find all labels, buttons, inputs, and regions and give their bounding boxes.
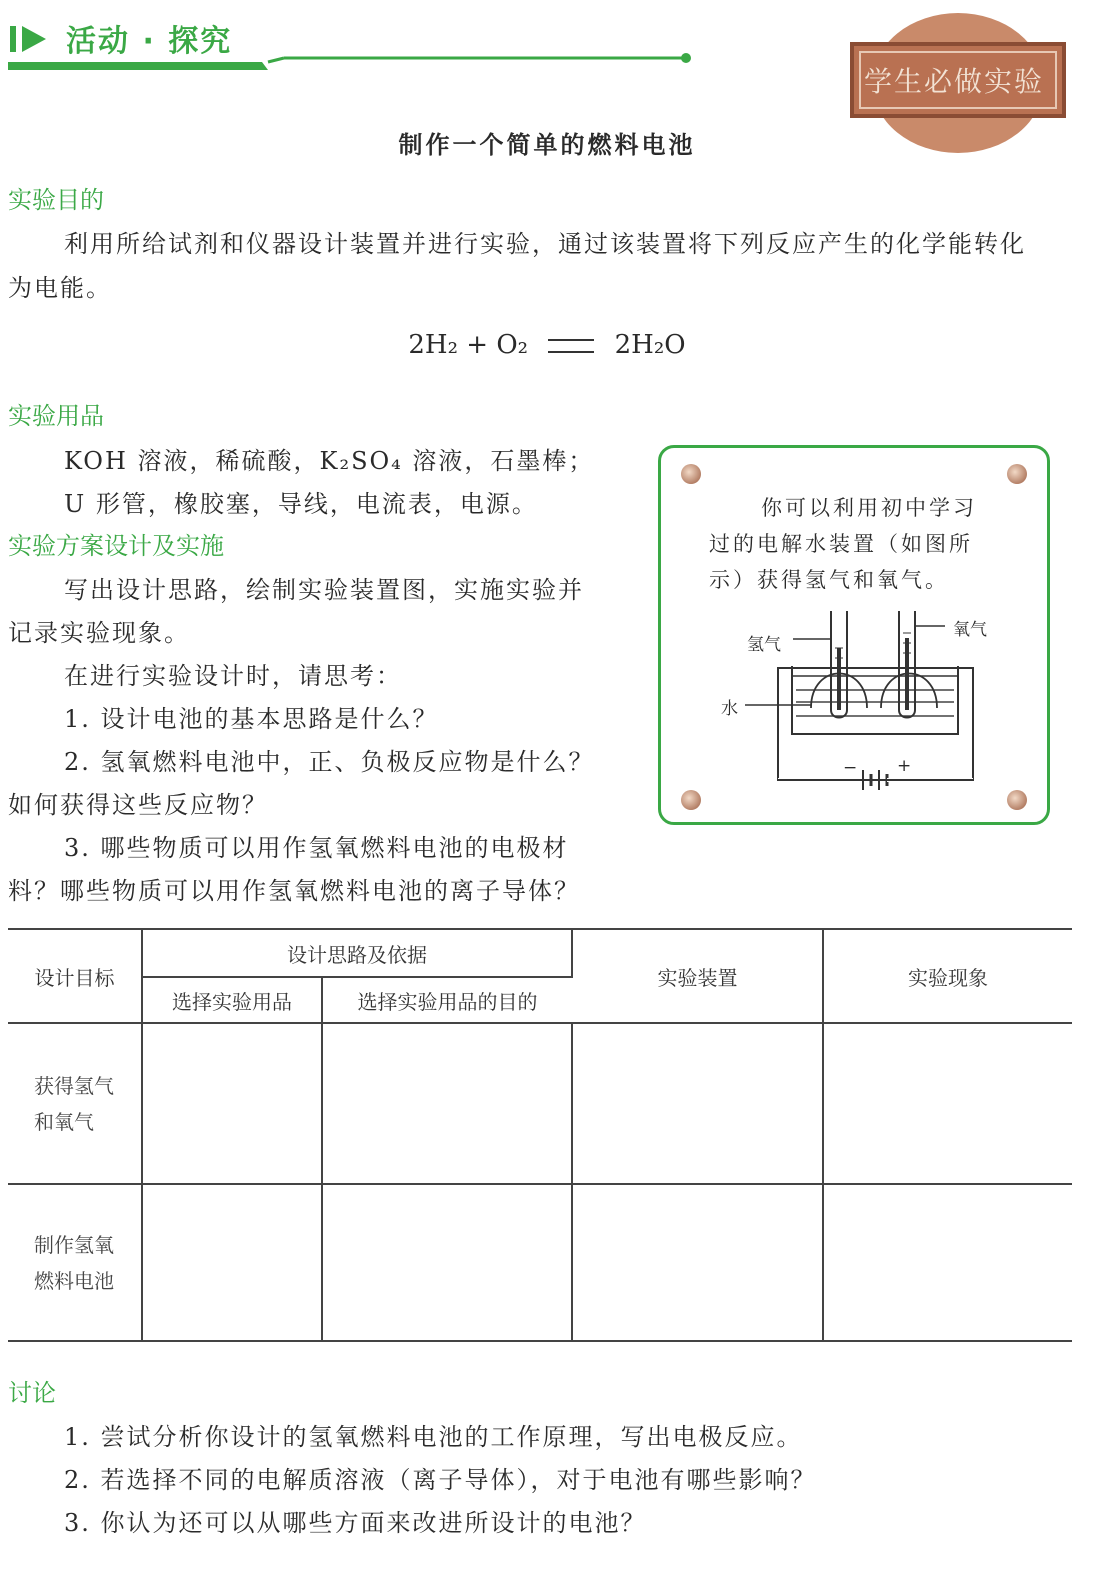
header-result: 实验现象	[823, 929, 1072, 1023]
label-oxygen: 氧气	[953, 620, 987, 640]
section-heading-discussion: 讨论	[8, 1379, 56, 1407]
row-label-make-fuel-cell: 制作氢氧 燃料电池	[8, 1184, 142, 1341]
equals-sign	[548, 339, 594, 353]
design-intro-line2: 记录实验现象。	[8, 619, 190, 647]
label-water: 水	[721, 699, 738, 719]
section-heading-design: 实验方案设计及实施	[8, 532, 224, 560]
table-row	[8, 1023, 1072, 1184]
discussion-question-2: 2. 若选择不同的电解质溶液（离子导体），对于电池有哪些影响？	[64, 1466, 817, 1494]
discussion-question-3: 3. 你认为还可以从哪些方面来改进所设计的电池？	[64, 1509, 647, 1537]
equation-right: 2H₂O	[614, 330, 686, 360]
battery-minus-sign: −	[843, 758, 858, 778]
table-cell[interactable]	[322, 1023, 572, 1184]
battery-plus-sign: +	[897, 756, 912, 776]
reaction-equation	[0, 330, 1094, 360]
subheader-select-materials: 选择实验用品	[142, 977, 322, 1023]
header-device: 实验装置	[572, 929, 823, 1023]
equation-left: 2H₂ + O₂	[408, 330, 529, 360]
doc-title: 制作一个简单的燃料电池	[398, 130, 696, 159]
sidebar-text-line1: 你可以利用初中学习	[761, 496, 977, 520]
design-question-3b: 料？哪些物质可以用作氢氧燃料电池的离子导体？	[8, 877, 580, 905]
design-question-2a: 2. 氢氧燃料电池中，正、负极反应物是什么？	[64, 748, 595, 776]
table-cell[interactable]	[572, 1184, 823, 1341]
discussion-question-1: 1. 尝试分析你设计的氢氧燃料电池的工作原理，写出电极反应。	[64, 1423, 803, 1451]
header-title: 活动 · 探究	[66, 24, 233, 59]
design-prompt: 在进行实验设计时，请思考：	[64, 662, 402, 690]
header-design-idea: 设计思路及依据	[142, 929, 572, 977]
design-intro-line1: 写出设计思路，绘制实验装置图，实施实验并	[64, 576, 584, 604]
header-design-goal: 设计目标	[8, 929, 142, 1023]
design-question-1: 1. 设计电池的基本思路是什么？	[64, 705, 439, 733]
electrolysis-sidebar	[658, 445, 1050, 825]
label-hydrogen: 氢气	[747, 635, 781, 655]
section-heading-purpose: 实验目的	[8, 186, 104, 214]
table-cell[interactable]	[142, 1023, 322, 1184]
play-icon	[22, 26, 46, 52]
design-question-2b: 如何获得这些反应物？	[8, 791, 268, 819]
table-cell[interactable]	[572, 1023, 823, 1184]
sidebar-text-line3: 示）获得氢气和氧气。	[709, 568, 949, 592]
sidebar-text-line2: 过的电解水装置（如图所	[709, 532, 973, 556]
materials-instruments: U 形管，橡胶塞，导线，电流表，电源。	[64, 490, 538, 518]
table-cell[interactable]	[823, 1023, 1072, 1184]
row-label-obtain-gases: 获得氢气 和氧气	[8, 1023, 142, 1184]
table-row	[8, 1184, 1072, 1341]
stamp-label: 学生必做实验	[864, 65, 1045, 98]
table-cell[interactable]	[322, 1184, 572, 1341]
purpose-text-line2: 为电能。	[8, 274, 112, 302]
design-table	[8, 928, 1072, 1342]
table-cell[interactable]	[142, 1184, 322, 1341]
purpose-text-line1: 利用所给试剂和仪器设计装置并进行实验，通过该装置将下列反应产生的化学能转化	[64, 230, 1026, 258]
materials-reagents: KOH 溶液，稀硫酸，K₂SO₄ 溶液，石墨棒；	[64, 447, 595, 475]
table-cell[interactable]	[823, 1184, 1072, 1341]
subheader-materials-purpose: 选择实验用品的目的	[322, 977, 572, 1023]
design-question-3a: 3. 哪些物质可以用作氢氧燃料电池的电极材	[64, 834, 569, 862]
section-heading-materials: 实验用品	[8, 402, 104, 430]
